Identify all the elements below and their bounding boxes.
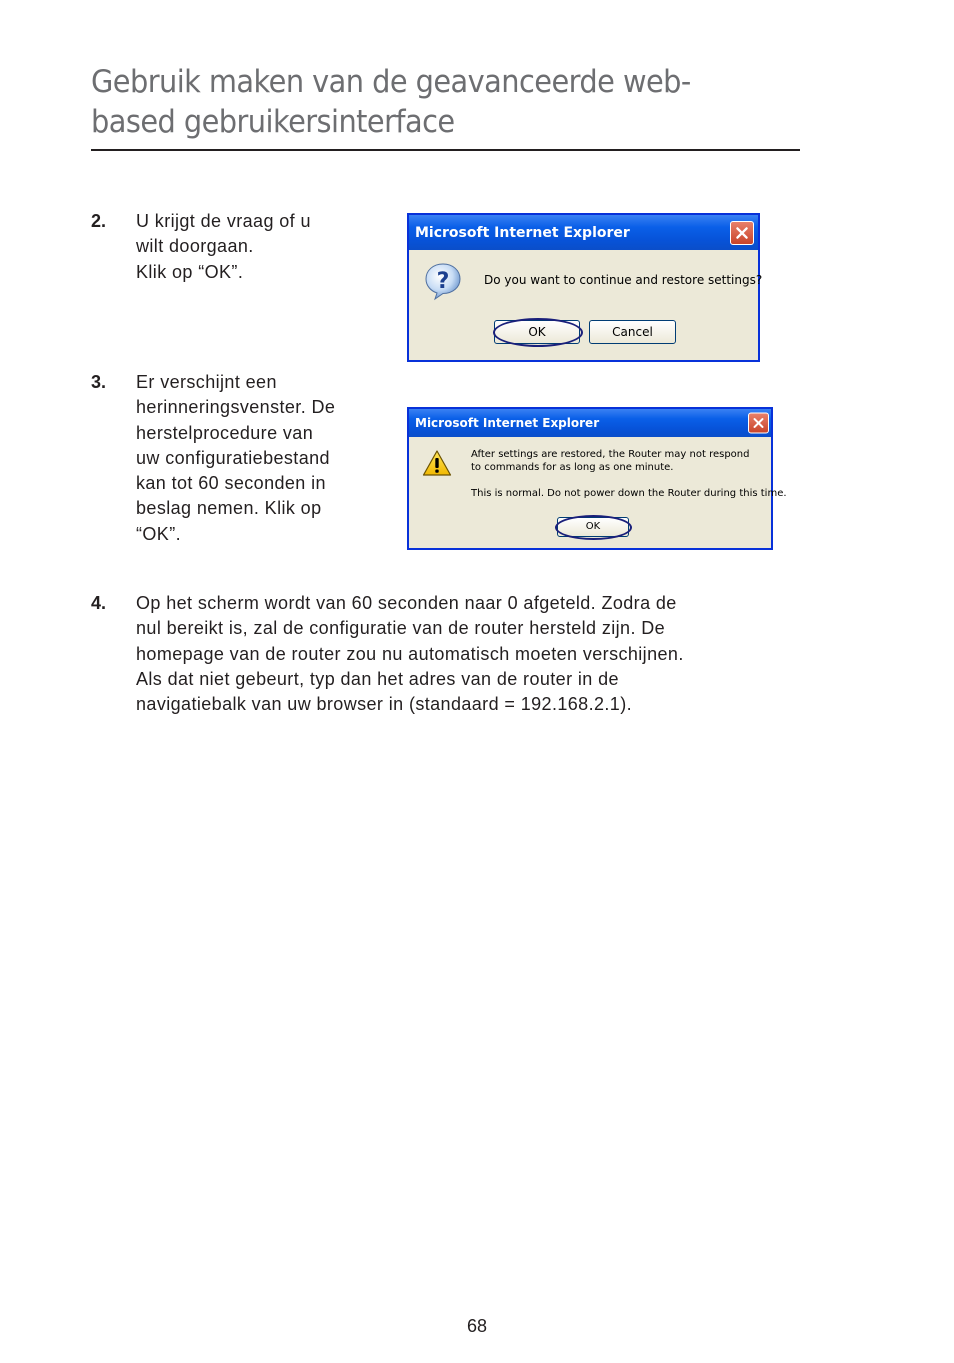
page-title bbox=[91, 62, 761, 142]
warning-message-line2: to commands for as long as one minute. bbox=[471, 462, 674, 473]
confirm-dialog-message: Do you want to continue and restore settings? bbox=[484, 273, 763, 287]
step-3-line: herinneringsvenster. De bbox=[136, 397, 336, 418]
svg-text:?: ? bbox=[436, 269, 450, 294]
close-icon[interactable] bbox=[748, 413, 769, 434]
step-2-line: U krijgt de vraag of u bbox=[136, 211, 311, 231]
title-rule bbox=[91, 149, 800, 151]
warning-dialog-title: Microsoft Internet Explorer bbox=[415, 416, 600, 430]
step-number-4: 4. bbox=[91, 593, 107, 613]
question-icon bbox=[423, 261, 463, 301]
page-number: 68 bbox=[466, 1316, 488, 1336]
cancel-button[interactable]: Cancel bbox=[589, 320, 676, 344]
confirm-dialog-titlebar bbox=[409, 215, 758, 250]
step-4-line: navigatiebalk van uw browser in (standaard = 192.168.2.1). bbox=[136, 694, 632, 715]
step-number-3: 3. bbox=[91, 372, 107, 392]
step-4-line: Als dat niet gebeurt, typ dan het adres van de router in de bbox=[136, 668, 619, 689]
page-title-line1: Gebruik maken van de geavanceerde web- bbox=[91, 64, 691, 100]
step-3-line: uw configuratiebestand bbox=[136, 447, 330, 468]
step-4-line: Op het scherm wordt van 60 seconden naar 0 afgeteld. Zodra de bbox=[136, 593, 677, 613]
confirm-dialog bbox=[407, 213, 763, 362]
step-3-line: herstelprocedure van bbox=[136, 422, 314, 443]
step-3-line: kan tot 60 seconden in bbox=[136, 473, 326, 494]
ok-button[interactable]: OK bbox=[494, 320, 580, 344]
close-icon[interactable] bbox=[730, 221, 754, 245]
step-number-2: 2. bbox=[91, 211, 107, 231]
step-text-4 bbox=[136, 591, 684, 717]
step-2-line: Klik op “OK”. bbox=[136, 261, 244, 282]
warning-icon bbox=[422, 449, 452, 477]
ok-button[interactable]: OK bbox=[557, 517, 629, 537]
warning-message-line1: After settings are restored, the Router may not respond bbox=[471, 449, 750, 460]
warning-dialog bbox=[407, 407, 787, 550]
step-2-line: wilt doorgaan. bbox=[136, 236, 254, 257]
page-title-line2: based gebruikersinterface bbox=[91, 104, 455, 140]
step-3-line: beslag nemen. Klik op bbox=[136, 498, 322, 519]
step-text-3 bbox=[136, 370, 335, 547]
step-4-line: nul bereikt is, zal de configuratie van de router hersteld zijn. De bbox=[136, 618, 666, 639]
warning-dialog-titlebar bbox=[409, 409, 771, 437]
step-4-line: homepage van de router zou nu automatisch moeten verschijnen. bbox=[136, 643, 684, 664]
step-3-line: “OK”. bbox=[136, 523, 181, 544]
confirm-dialog-title: Microsoft Internet Explorer bbox=[415, 224, 630, 241]
warning-message-line3: This is normal. Do not power down the Router during this time. bbox=[471, 488, 787, 499]
step-text-2 bbox=[136, 209, 311, 285]
step-3-line: Er verschijnt een bbox=[136, 372, 277, 392]
